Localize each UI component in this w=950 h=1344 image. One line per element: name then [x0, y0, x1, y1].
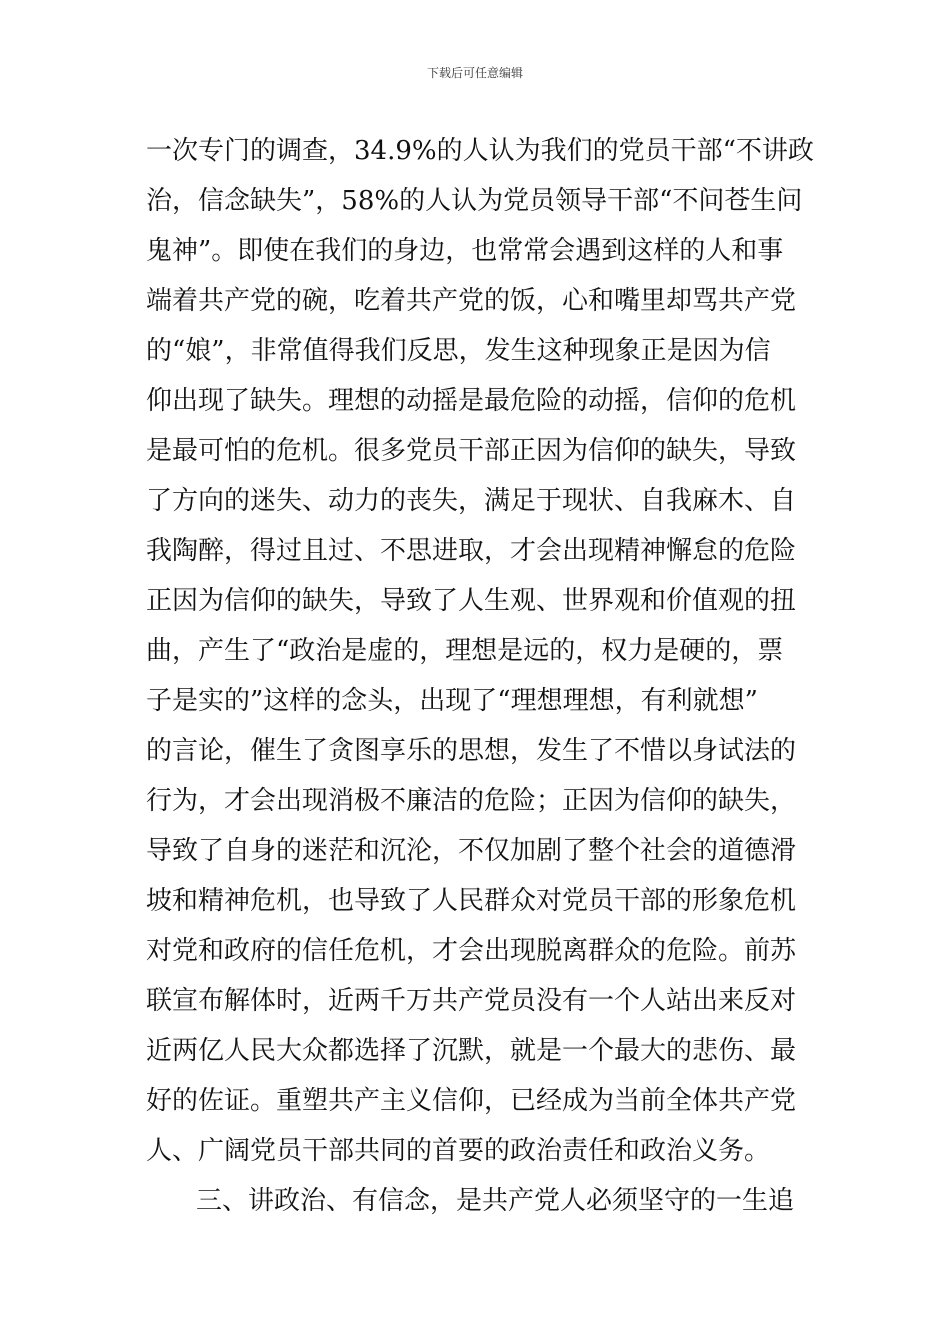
text-line: 人、广阔党员干部共同的首要的政治责任和政治义务。: [146, 1136, 771, 1166]
text-line: 鬼神”。即使在我们的身边，也常常会遇到这样的人和事: [146, 236, 784, 266]
text-line: 仰出现了缺失。理想的动摇是最危险的动摇，信仰的危机: [146, 386, 797, 416]
text-line: 近两亿人民大众都选择了沉默，就是一个最大的悲伤、最: [146, 1036, 797, 1066]
text-line: 端着共产党的碗，吃着共产党的饭，心和嘴里却骂共产党: [146, 286, 797, 316]
text-line: 坡和精神危机，也导致了人民群众对党员干部的形象危机: [146, 886, 797, 916]
text-line: 一次专门的调查，34.9%的人认为我们的党员干部“不讲政: [146, 136, 814, 166]
text-line: 的言论，催生了贪图享乐的思想，发生了不惜以身试法的: [146, 736, 797, 766]
text-line: 正因为信仰的缺失，导致了人生观、世界观和价值观的扭: [146, 586, 797, 616]
text-line: 好的佐证。重塑共产主义信仰，已经成为当前全体共产党: [146, 1086, 797, 1116]
text-line: 是最可怕的危机。很多党员干部正因为信仰的缺失，导致: [146, 436, 797, 466]
text-line: 的“娘”，非常值得我们反思，发生这种现象正是因为信: [146, 336, 771, 366]
text-line: 行为，才会出现消极不廉洁的危险；正因为信仰的缺失，: [146, 786, 797, 816]
text-line: 我陶醉，得过且过、不思进取，才会出现精神懈怠的危险: [146, 536, 797, 566]
text-line: 曲，产生了“政治是虚的，理想是远的，权力是硬的，票: [146, 636, 784, 666]
section-heading-line: 三、讲政治、有信念，是共产党人必须坚守的一生追: [196, 1186, 795, 1216]
document-body: [146, 126, 816, 1226]
text-line: 对党和政府的信任危机，才会出现脱离群众的危险。前苏: [146, 936, 797, 966]
text-line: 子是实的”这样的念头，出现了“理想理想，有利就想”: [146, 686, 758, 716]
page-header: 下载后可任意编辑: [426, 66, 523, 80]
text-line: 联宣布解体时，近两千万共产党员没有一个人站出来反对: [146, 986, 797, 1016]
text-line: 导致了自身的迷茫和沉沦，不仅加剧了整个社会的道德滑: [146, 836, 797, 866]
text-line: 了方向的迷失、动力的丧失，满足于现状、自我麻木、自: [146, 486, 797, 516]
text-line: 治，信念缺失”，58%的人认为党员领导干部“不问苍生问: [146, 186, 803, 216]
